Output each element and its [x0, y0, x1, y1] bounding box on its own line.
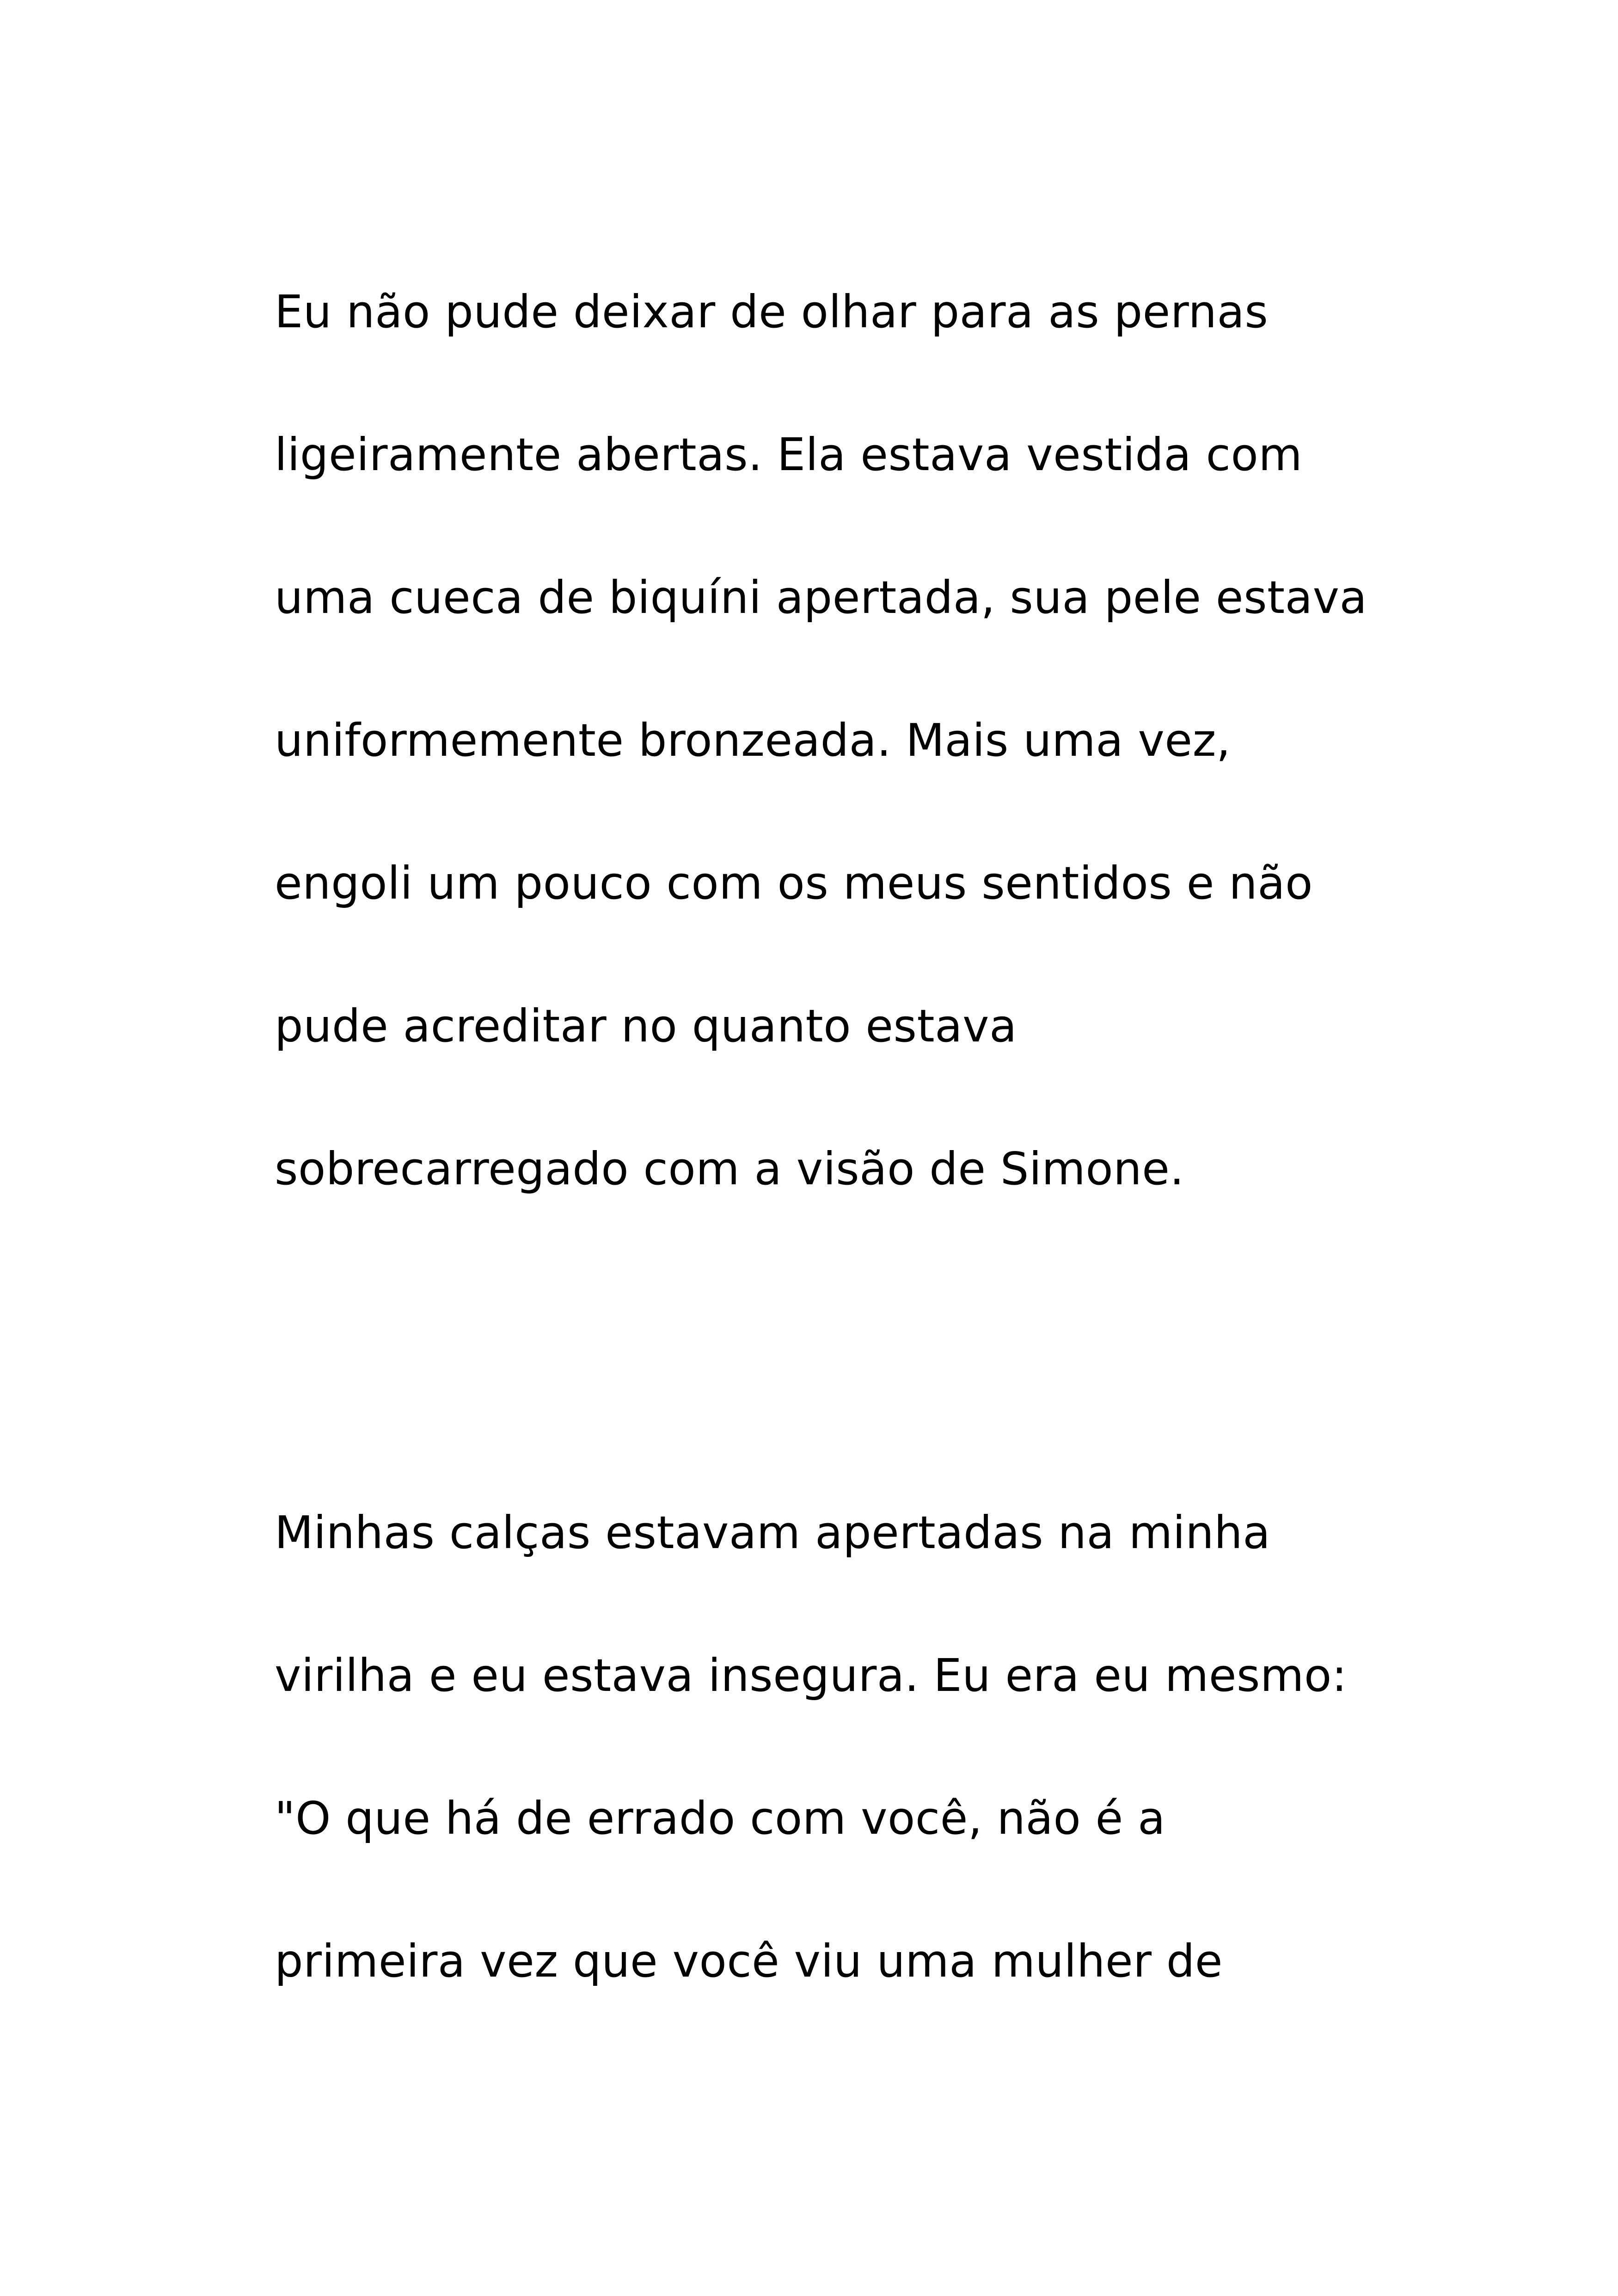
text-line: Minhas calças estavam apertadas na minha: [275, 1506, 1271, 1559]
paragraph: [275, 1461, 1523, 2033]
text-line: engoli um pouco com os meus sentidos e não: [275, 857, 1313, 909]
text-line: uma cueca de biquíni apertada, sua pele estava: [275, 571, 1367, 624]
text-line: sobrecarregado com a visão de Simone.: [275, 1143, 1184, 1195]
text-line: "O que há de errado com você, não é a: [275, 1792, 1166, 1844]
text-line: virilha e eu estava insegura. Eu era eu mesmo:: [275, 1649, 1348, 1702]
text-line: Eu não pude deixar de olhar para as pernas: [275, 286, 1269, 338]
text-line: ligeiramente abertas. Ela estava vestida com: [275, 429, 1303, 481]
text-line: primeira vez que você viu uma mulher de: [275, 1935, 1223, 1987]
text-line: pude acreditar no quanto estava: [275, 1000, 1017, 1052]
paragraph: [275, 240, 1523, 1240]
text-line: uniformemente bronzeada. Mais uma vez,: [275, 714, 1231, 766]
